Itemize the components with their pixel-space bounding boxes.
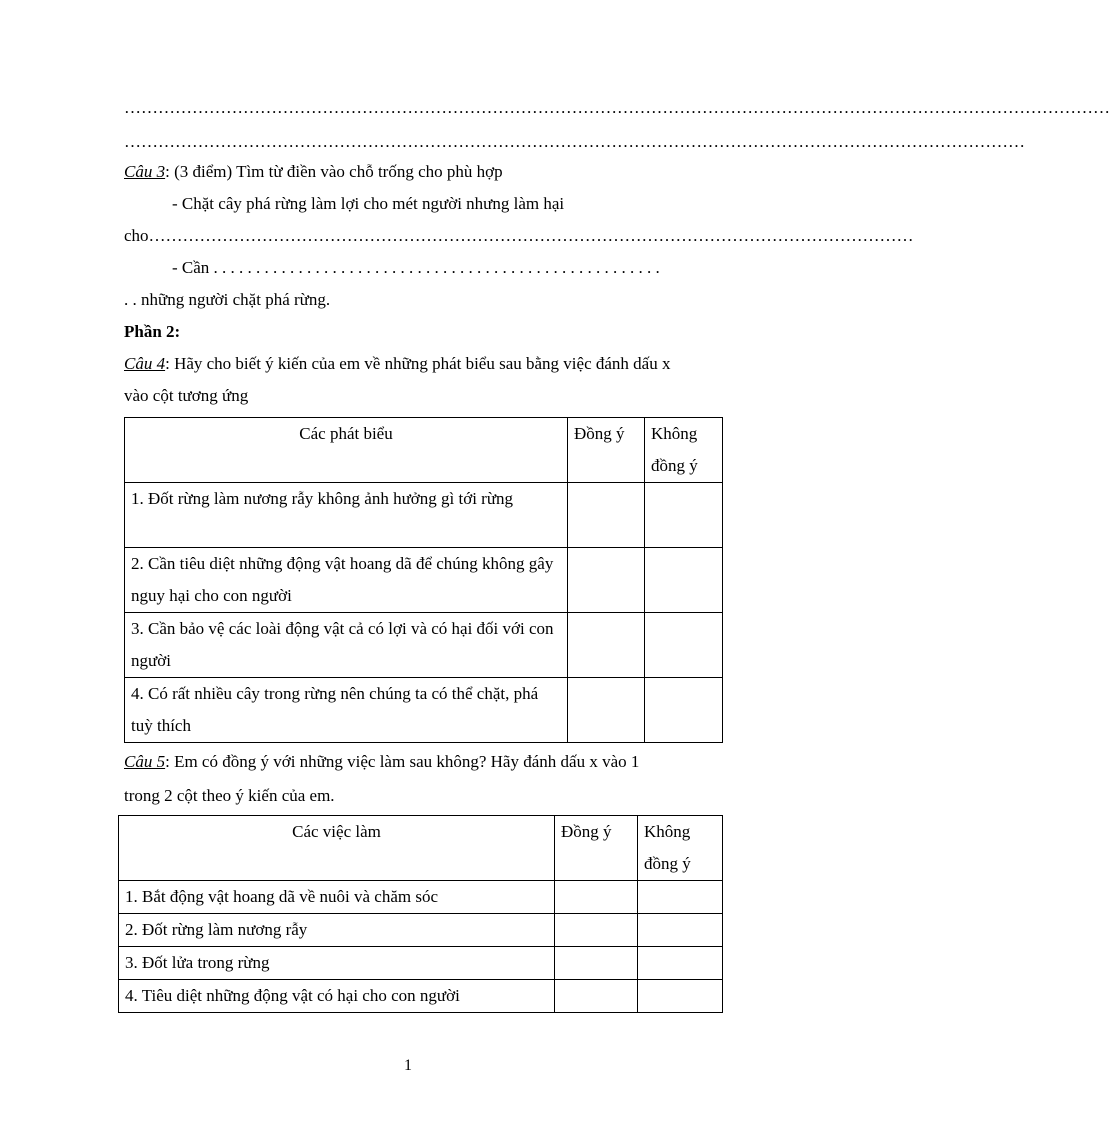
- disagree-checkbox-cell[interactable]: [645, 678, 723, 743]
- table-row: [119, 947, 723, 980]
- agree-checkbox-cell[interactable]: [555, 914, 638, 947]
- activity-cell: 3. Đốt lửa trong rừng: [119, 947, 555, 980]
- question-4-text-cont: vào cột tương ứng: [124, 386, 249, 405]
- disagree-checkbox-cell[interactable]: [638, 881, 723, 914]
- agree-checkbox-cell[interactable]: [568, 678, 645, 743]
- agree-checkbox-cell[interactable]: [568, 548, 645, 613]
- agree-checkbox-cell[interactable]: [555, 881, 638, 914]
- statement-cell: 3. Cần bảo vệ các loài động vật cả có lợi và có hại đối với con người: [125, 613, 568, 678]
- agree-checkbox-cell[interactable]: [555, 980, 638, 1013]
- statement-cell: 1. Đốt rừng làm nương rẫy không ảnh hưởng gì tới rừng: [125, 483, 568, 548]
- table-header-row: [119, 816, 723, 881]
- agree-checkbox-cell[interactable]: [555, 947, 638, 980]
- col-header-disagree: Không đồng ý: [638, 816, 723, 881]
- statement-cell: 4. Có rất nhiều cây trong rừng nên chúng ta có thể chặt, phá tuỳ thích: [125, 678, 568, 743]
- agree-checkbox-cell[interactable]: [568, 613, 645, 678]
- question-3-item-2: - Cần . . . . . . . . . . . . . . . . . . . . . . . . . . . . . . . . . . . . . . . . . . . . . . . . . . . . .: [172, 258, 660, 277]
- page-number: 1: [404, 1057, 412, 1074]
- table-row: [119, 914, 723, 947]
- answer-dots-line-2: ……………………………………………………………………………………………………………………………………………: [124, 132, 1025, 151]
- disagree-checkbox-cell[interactable]: [638, 980, 723, 1013]
- question-5-text-cont: trong 2 cột theo ý kiến của em.: [124, 786, 335, 805]
- question-4: [124, 354, 670, 374]
- col-header-activities: Các việc làm: [119, 816, 555, 881]
- activity-cell: 4. Tiêu diệt những động vật có hại cho con người: [119, 980, 555, 1013]
- question-3-text: : (3 điểm) Tìm từ điền vào chỗ trống cho phù hợp: [165, 162, 503, 181]
- question-4-label: Câu 4: [124, 354, 166, 373]
- activities-table: [118, 815, 723, 1013]
- activity-cell: 1. Bắt động vật hoang dã về nuôi và chăm sóc: [119, 881, 555, 914]
- table-row: [119, 881, 723, 914]
- table-header-row: [125, 418, 723, 483]
- question-3-item-1-cont: cho………………………………………………………………………………………………………………………: [124, 226, 914, 245]
- table-row: [119, 980, 723, 1013]
- question-5: [124, 752, 639, 772]
- disagree-checkbox-cell[interactable]: [645, 548, 723, 613]
- activity-cell: 2. Đốt rừng làm nương rẫy: [119, 914, 555, 947]
- col-header-agree: Đồng ý: [555, 816, 638, 881]
- question-3-label: Câu 3: [124, 162, 166, 181]
- disagree-checkbox-cell[interactable]: [645, 613, 723, 678]
- table-row: [125, 613, 723, 678]
- col-header-statements: Các phát biểu: [125, 418, 568, 483]
- part-2-heading: Phần 2:: [124, 322, 181, 341]
- table-row: [125, 548, 723, 613]
- question-3-item-2-cont: . . những người chặt phá rừng.: [124, 290, 331, 309]
- question-4-text: : Hãy cho biết ý kiến của em về những phát biểu sau bằng việc đánh dấu x: [165, 354, 671, 373]
- question-3: [124, 162, 503, 182]
- question-5-text: : Em có đồng ý với những việc làm sau không? Hãy đánh dấu x vào 1: [165, 752, 640, 771]
- question-5-label: Câu 5: [124, 752, 166, 771]
- answer-dots-line-1: …………………………………………………………………………………………………………………………………………………………: [124, 98, 1110, 117]
- table-row: [125, 483, 723, 548]
- agree-checkbox-cell[interactable]: [568, 483, 645, 548]
- statements-table: [124, 417, 723, 743]
- statement-cell: 2. Cần tiêu diệt những động vật hoang dã để chúng không gây nguy hại cho con người: [125, 548, 568, 613]
- disagree-checkbox-cell[interactable]: [645, 483, 723, 548]
- table-row: [125, 678, 723, 743]
- disagree-checkbox-cell[interactable]: [638, 914, 723, 947]
- disagree-checkbox-cell[interactable]: [638, 947, 723, 980]
- question-3-item-1: - Chặt cây phá rừng làm lợi cho mét người nhưng làm hại: [172, 194, 565, 213]
- col-header-disagree: Không đồng ý: [645, 418, 723, 483]
- col-header-agree: Đồng ý: [568, 418, 645, 483]
